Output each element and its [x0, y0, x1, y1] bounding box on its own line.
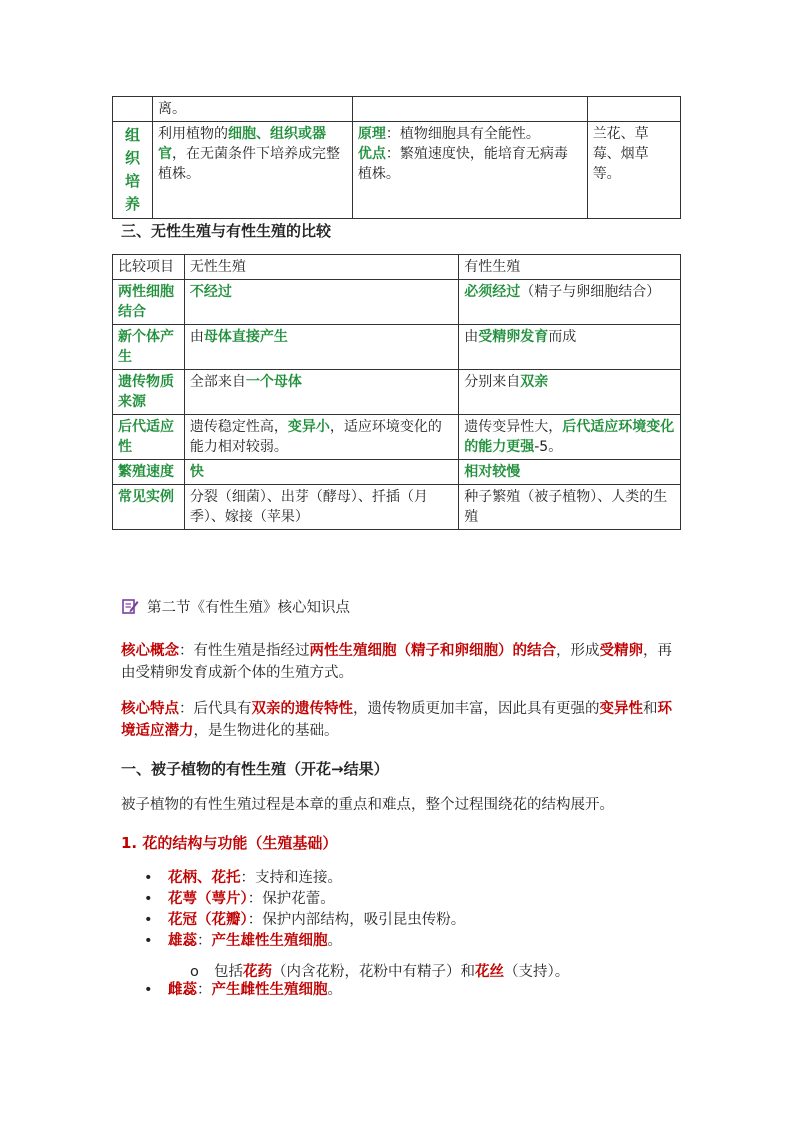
- list-item: [140, 889, 465, 910]
- text-run: 一个母体: [245, 374, 302, 390]
- table-header-row: [113, 255, 681, 280]
- row-label: 后代适应性: [113, 415, 185, 460]
- text-run: 分裂（细菌）、出芽（酵母）、扦插（月季）、嫁接（苹果）: [189, 489, 428, 525]
- text-run: 变异小: [287, 419, 330, 435]
- text-run: ，是生物进化的基础。: [193, 723, 339, 739]
- examples-cell: 兰花、草莓、烟草等。: [587, 122, 680, 219]
- label-char: 组: [124, 126, 140, 144]
- bullet-icon: •: [144, 933, 153, 949]
- heading-angiosperm: 一、被子植物的有性生殖（开花→结果）: [121, 760, 389, 778]
- table-row: [113, 97, 681, 122]
- text-run: 母体直接产生: [203, 329, 288, 345]
- text-run: 雌蕊: [168, 982, 197, 998]
- table-row: [113, 460, 681, 485]
- section-heading-text: 第二节《有性生殖》核心知识点: [147, 600, 350, 616]
- text-run: ，再由受精卵发育成新个体的生殖方式。: [121, 643, 672, 681]
- core-concept: [121, 640, 677, 684]
- sexual-cell: [459, 280, 681, 325]
- text-run: ，形成: [556, 643, 600, 659]
- sexual-cell: [459, 485, 681, 530]
- text-run: 种子繁殖（被子植物）、人类的生殖: [464, 489, 668, 525]
- text-run: 花冠（花瓣）: [168, 912, 248, 928]
- text-run: 双亲的遗传特性: [251, 701, 353, 717]
- text-run: 环境适应潜力: [121, 701, 672, 739]
- sexual-cell: [459, 460, 681, 485]
- principle-text: ：植物细胞具有全能性。: [385, 126, 540, 142]
- advantage-label: 优点: [357, 146, 386, 162]
- row-label: 新个体产生: [113, 325, 185, 370]
- text-run: 由: [189, 329, 204, 345]
- table-cell: 离。: [152, 97, 352, 122]
- row-label: 常见实例: [113, 485, 185, 530]
- table-row: [113, 370, 681, 415]
- text-run: 。: [327, 982, 342, 998]
- text-run: 受精卵发育: [478, 329, 549, 345]
- text-run: 产生雄性生殖细胞: [211, 933, 328, 949]
- advantage-text: ：繁殖速度快，能培育无病毒植株。: [357, 146, 568, 182]
- asexual-cell: [184, 415, 458, 460]
- table-cell: [587, 97, 680, 122]
- asexual-cell: [184, 485, 458, 530]
- principle-cell: [352, 122, 587, 219]
- bullet-icon: •: [144, 870, 153, 886]
- text-run: 分别来自: [464, 374, 521, 390]
- row-label: 繁殖速度: [113, 460, 185, 485]
- label-char: 培: [124, 172, 140, 190]
- text-run: 由: [464, 329, 479, 345]
- text-run: 全部来自: [189, 374, 246, 390]
- table-row: [113, 325, 681, 370]
- bullet-icon: •: [144, 982, 153, 998]
- bullet-icon: •: [144, 891, 153, 907]
- list-item: [140, 980, 342, 1001]
- text-run: 包括: [214, 964, 243, 980]
- table-row: [113, 122, 681, 219]
- flower-parts-list-cont: [140, 980, 342, 1001]
- list-item: [140, 868, 465, 889]
- bullet-icon: •: [144, 912, 153, 928]
- text-run: 花柄、花托: [168, 870, 241, 886]
- row-label: 两性细胞结合: [113, 280, 185, 325]
- text-run: （精子与卵细胞结合）: [520, 284, 661, 300]
- asexual-cell: [184, 325, 458, 370]
- table-row: [113, 415, 681, 460]
- text-run: 遗传变异性大，: [464, 419, 563, 435]
- text-run: 双亲: [520, 374, 549, 390]
- flower-parts-list: [140, 868, 465, 952]
- text-run: 花丝: [475, 964, 504, 980]
- text-run: 花药: [243, 964, 272, 980]
- row-label: 遗传物质来源: [113, 370, 185, 415]
- list-item: [140, 931, 465, 952]
- table-body: [113, 280, 681, 530]
- note-edit-icon: [121, 597, 139, 615]
- propagation-table: [112, 96, 681, 219]
- text-run: ：有性生殖是指经过: [179, 643, 310, 659]
- text-run: 而成: [548, 329, 577, 345]
- method-cell: [152, 122, 352, 219]
- text-run: 花萼（萼片）: [168, 891, 248, 907]
- text-run: 核心特点: [121, 701, 179, 717]
- text-run: 相对较慢: [464, 464, 521, 480]
- section-title: 三、无性生殖与有性生殖的比较: [121, 222, 332, 240]
- comparison-table: [112, 254, 681, 530]
- sexual-cell: [459, 370, 681, 415]
- text-run: 变异性: [599, 701, 643, 717]
- text-run: 产生雌性生殖细胞: [211, 982, 328, 998]
- header-cell: 无性生殖: [184, 255, 458, 280]
- table-row: [113, 485, 681, 530]
- text-run: 后代适应环境变化的能力更强: [464, 419, 675, 455]
- text-run: 必须经过: [464, 284, 521, 300]
- sub-list-item: [190, 960, 569, 981]
- sexual-cell: [459, 325, 681, 370]
- text-run: 利用植物的: [157, 126, 228, 142]
- section-heading: [121, 596, 350, 617]
- intro-text: 被子植物的有性生殖过程是本章的重点和难点，整个过程围绕花的结构展开。: [121, 797, 614, 813]
- label-char: 养: [124, 195, 140, 213]
- text-run: 受精卵: [599, 643, 643, 659]
- table-row: [113, 280, 681, 325]
- text-run: 快: [189, 464, 204, 480]
- text-run: 。: [327, 933, 342, 949]
- text-run: ，适应环境变化的能力相对较弱。: [189, 419, 442, 455]
- text-run: 雄蕊: [168, 933, 197, 949]
- text-run: ，在无菌条件下培养成完整植株。: [157, 146, 340, 182]
- heading-flower-structure: 1. 花的结构与功能（生殖基础）: [121, 834, 338, 852]
- text-run: 遗传稳定性高，: [189, 419, 288, 435]
- list-item: [140, 910, 465, 931]
- text-run: ：支持和连接。: [240, 870, 342, 886]
- principle-label: 原理: [357, 126, 386, 142]
- text-run: ：: [197, 982, 212, 998]
- header-cell: 有性生殖: [459, 255, 681, 280]
- text-run: ：: [197, 933, 212, 949]
- text-run: 两性生殖细胞（精子和卵细胞）的结合: [309, 643, 556, 659]
- sexual-cell: [459, 415, 681, 460]
- text-run: ，遗传物质更加丰富，因此具有更强的: [353, 701, 600, 717]
- sub-bullet-icon: o: [190, 964, 199, 980]
- text-run: ：保护花蕾。: [247, 891, 335, 907]
- table-cell: [352, 97, 587, 122]
- text-run: ：保护内部结构，吸引昆虫传粉。: [247, 912, 466, 928]
- table-cell: [113, 97, 153, 122]
- label-char: 织: [124, 149, 140, 167]
- text-run: ：后代具有: [179, 701, 252, 717]
- text-run: 核心概念: [121, 643, 179, 659]
- text-run: 和: [643, 701, 658, 717]
- header-cell: 比较项目: [113, 255, 185, 280]
- text-run: -5。: [534, 439, 563, 455]
- text-run: 不经过: [189, 284, 232, 300]
- core-feature: [121, 698, 677, 742]
- asexual-cell: [184, 370, 458, 415]
- asexual-cell: [184, 280, 458, 325]
- row-label-tissue-culture: [113, 122, 153, 219]
- text-run: （内含花粉，花粉中有精子）和: [272, 964, 475, 980]
- text-run: 细胞、组织或器官: [157, 126, 326, 162]
- sub-bullet-text: [214, 964, 569, 980]
- asexual-cell: [184, 460, 458, 485]
- text-run: （支持）。: [504, 964, 570, 980]
